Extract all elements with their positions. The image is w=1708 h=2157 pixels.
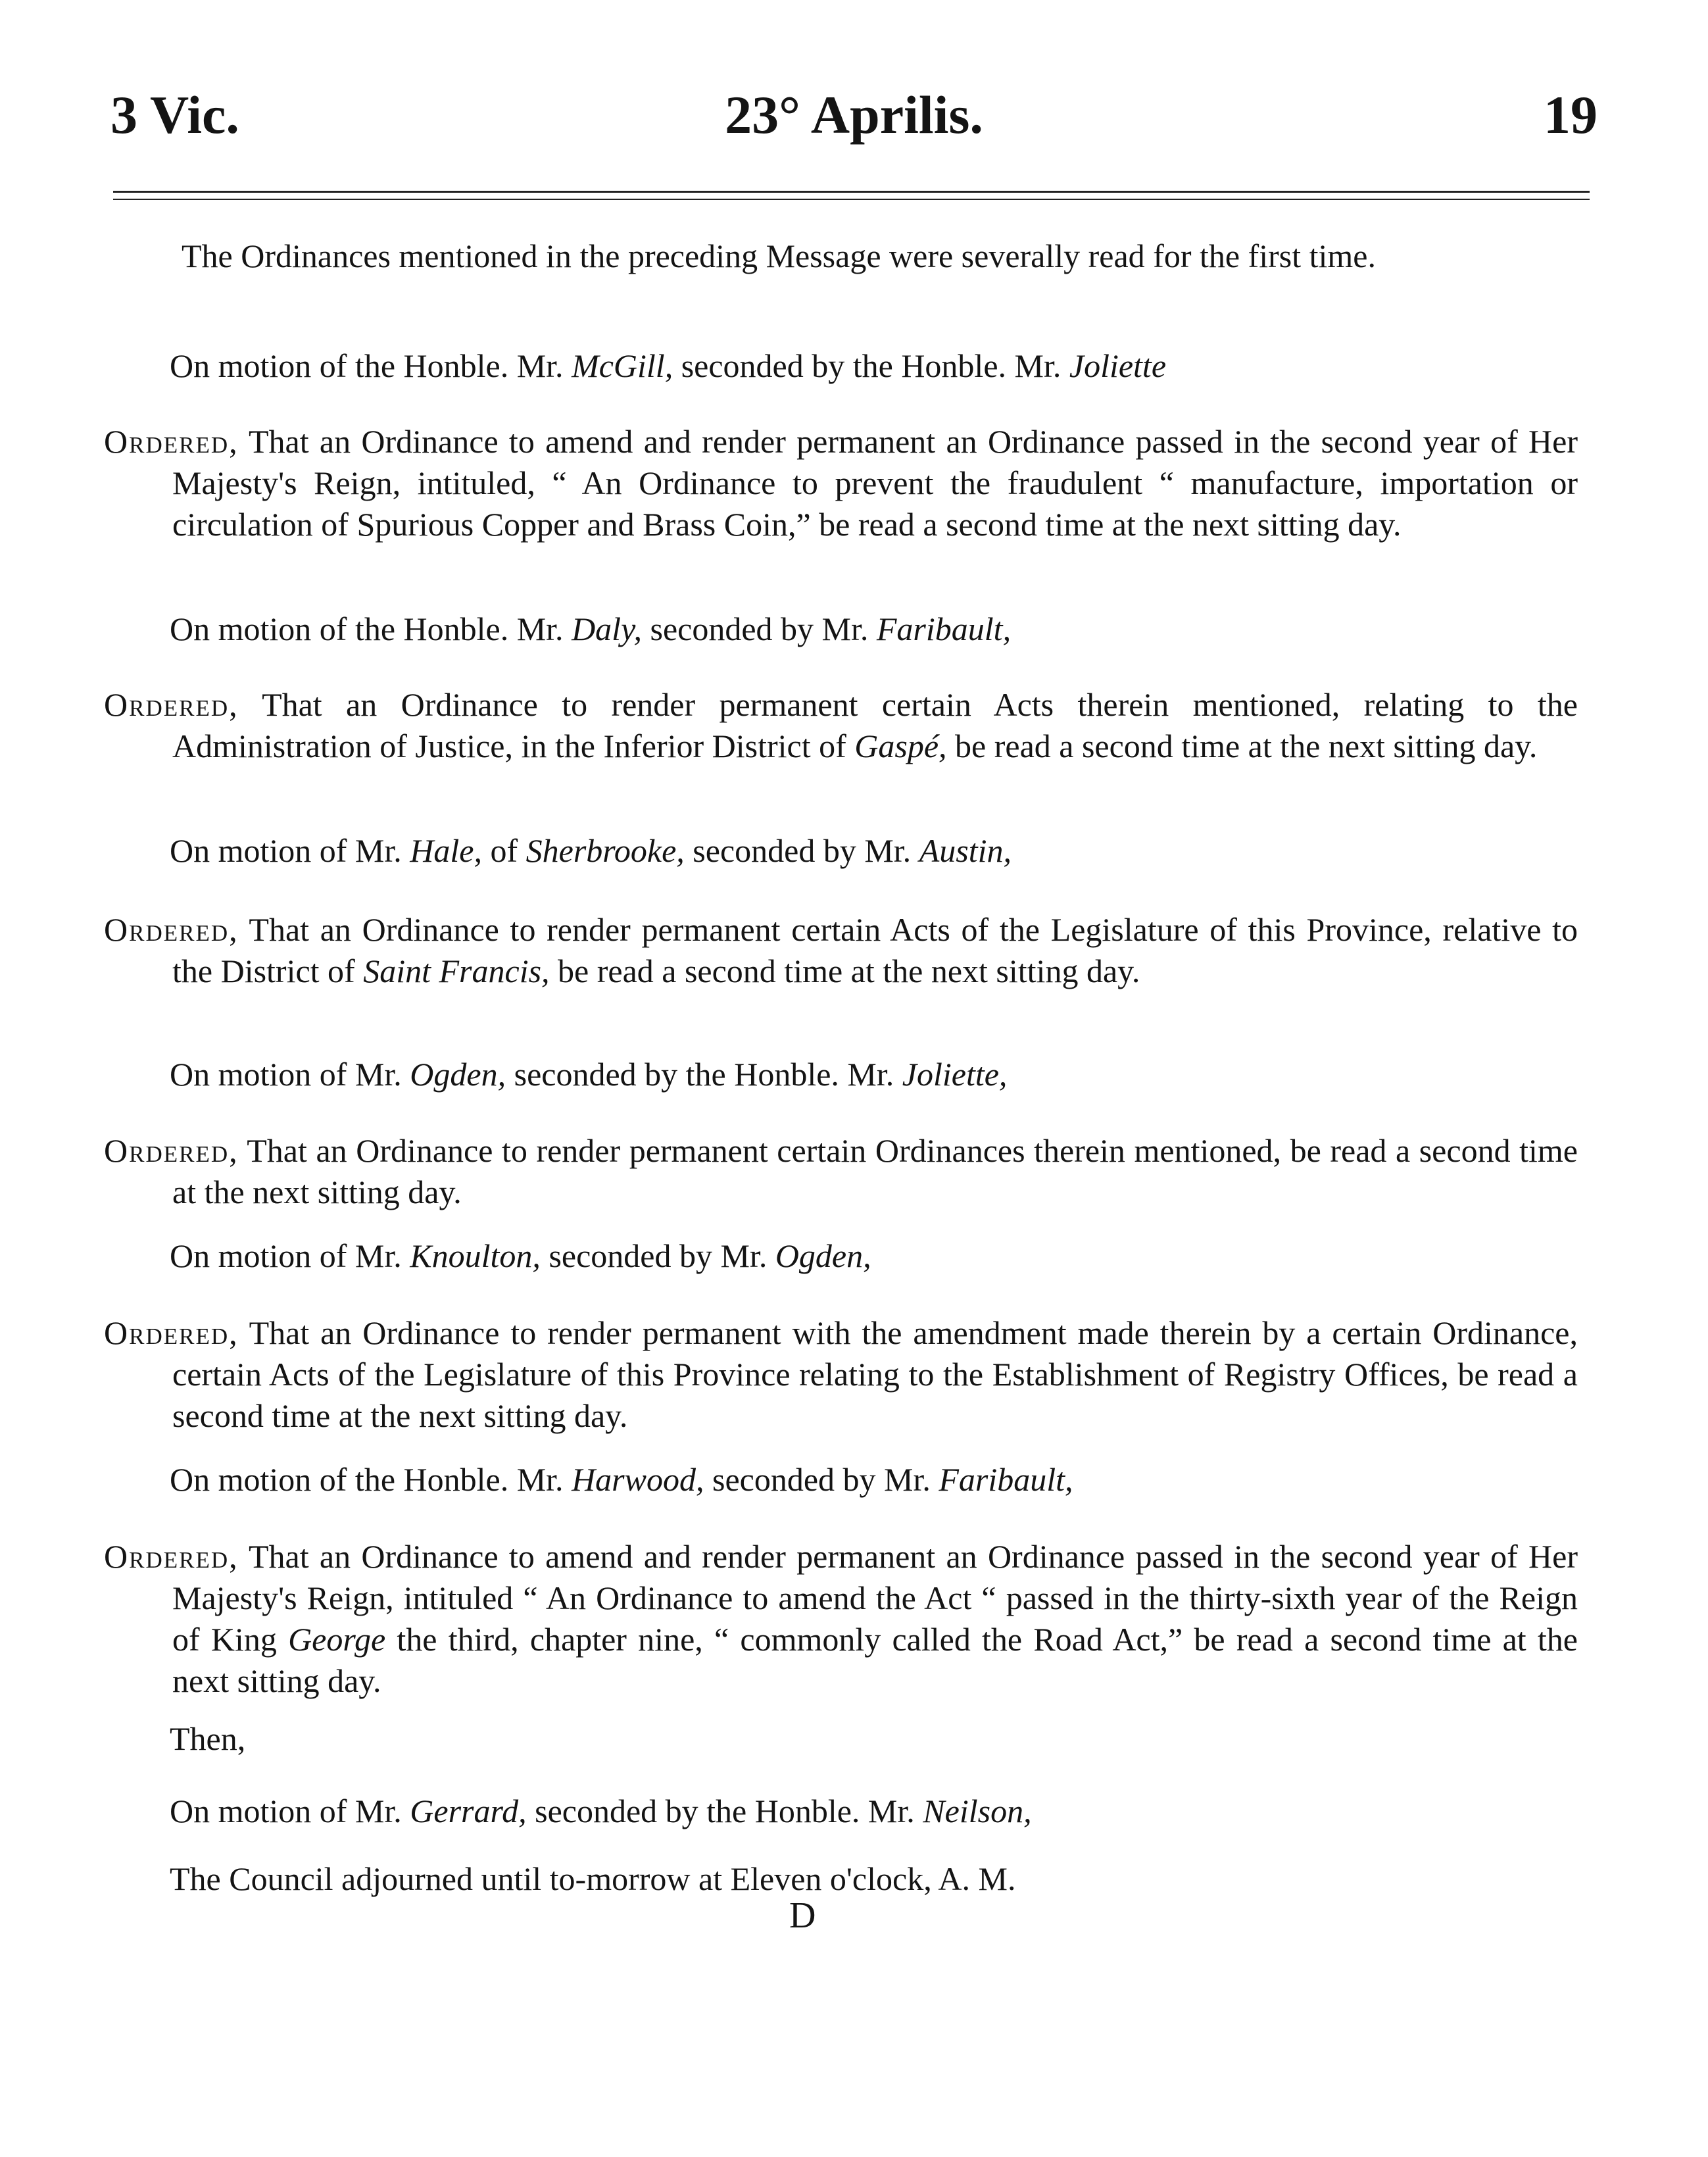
then-line: Then, — [170, 1720, 246, 1757]
mover-name: Ogden, — [410, 1056, 506, 1093]
mover-name: Hale, — [410, 832, 482, 869]
order-1 — [104, 421, 1578, 545]
ordered-label: Ordered, — [104, 1314, 239, 1351]
motion-text: seconded by the Honble. Mr. — [526, 1793, 923, 1829]
order-5 — [104, 1312, 1578, 1437]
order-text: That an Ordinance to render permanent certain Acts of the Legislature of this Province, relative to the District of — [172, 911, 1578, 989]
page-number: 19 — [1544, 85, 1598, 145]
district-name: Saint Francis, — [363, 953, 550, 989]
seconder-name: Austin, — [919, 832, 1012, 869]
intro-paragraph: The Ordinances mentioned in the preceding Message were severally read for the first time. — [182, 237, 1376, 274]
final-motion-line — [170, 1791, 1578, 1832]
seconder-name: Neilson, — [923, 1793, 1032, 1829]
seconder-name: Joliette, — [902, 1056, 1008, 1093]
motion-text: of — [482, 832, 526, 869]
header-rule-thin — [113, 199, 1590, 200]
seconder-name: Ogden, — [775, 1237, 871, 1274]
order-4 — [104, 1130, 1578, 1213]
motion-text: seconded by the Honble. Mr. — [506, 1056, 902, 1093]
motion-line-2 — [170, 608, 1578, 650]
ordered-label: Ordered, — [104, 911, 239, 948]
seconder-name: Faribault, — [876, 610, 1012, 647]
order-2 — [104, 684, 1578, 767]
regnal-year: 3 Vic. — [110, 85, 239, 145]
ordered-label: Ordered, — [104, 423, 239, 460]
motion-text: seconded by Mr. — [642, 610, 877, 647]
order-text: be read a second time at the next sitting day. — [549, 953, 1140, 989]
district-name: Gaspé, — [854, 728, 947, 764]
mover-name: Gerrard, — [410, 1793, 527, 1829]
king-name: George — [288, 1621, 386, 1658]
motion-line-1 — [170, 345, 1578, 387]
order-text: be read a second time at the next sitting day. — [946, 728, 1538, 764]
page-date: 23° Aprilis. — [725, 85, 983, 145]
motion-text: On motion of Mr. — [170, 1056, 410, 1093]
mover-name: Knoulton, — [410, 1237, 541, 1274]
order-text: the third, chapter nine, “ commonly called the Road Act,” be read a second time at the next sitting day. — [172, 1621, 1578, 1699]
running-head — [110, 84, 1598, 157]
motion-text: seconded by Mr. — [684, 832, 919, 869]
order-text: That an Ordinance to amend and render permanent an Ordinance passed in the second year of Her Majesty's Reign, intituled “ An Ordinance to amend the Act “ passed in the thirty-sixth year of the Reign of King — [172, 1538, 1578, 1658]
motion-text: On motion of Mr. — [170, 832, 410, 869]
motion-line-4 — [170, 1054, 1578, 1095]
signature-mark: D — [789, 1895, 816, 1936]
seconder-name: Joliette — [1069, 347, 1167, 384]
order-text: That an Ordinance to amend and render permanent an Ordinance passed in the second year of Her Majesty's Reign, intituled, “ An Ordinance to prevent the fraudulent “ manufacture, importation or circulation of Spurious Copper and Brass Coin,” be read a second time at the next sitting day. — [172, 423, 1578, 543]
motion-line-3 — [170, 830, 1578, 872]
order-6 — [104, 1536, 1578, 1702]
motion-line-5 — [170, 1235, 1578, 1277]
motion-text: seconded by Mr. — [704, 1461, 939, 1498]
motion-text: seconded by Mr. — [540, 1237, 775, 1274]
mover-name: McGill, — [572, 347, 673, 384]
ordered-label: Ordered, — [104, 686, 239, 723]
adjournment-line: The Council adjourned until to-morrow at Eleven o'clock, A. M. — [170, 1860, 1016, 1897]
motion-text: On motion of Mr. — [170, 1793, 410, 1829]
motion-line-6 — [170, 1459, 1578, 1500]
order-text: That an Ordinance to render permanent with the amendment made therein by a certain Ordinance, certain Acts of the Legislature of this Province relating to the Establishment of Registry Offices, be read a second time at the next sitting day. — [172, 1314, 1578, 1434]
motion-text: On motion of the Honble. Mr. — [170, 610, 572, 647]
motion-text: seconded by the Honble. Mr. — [673, 347, 1069, 384]
mover-name: Daly, — [572, 610, 642, 647]
motion-text: On motion of the Honble. Mr. — [170, 1461, 572, 1498]
order-text: That an Ordinance to render permanent certain Acts therein mentioned, relating to the Administration of Justice, in the Inferior District of — [172, 686, 1578, 764]
header-rule — [113, 191, 1590, 193]
order-text: That an Ordinance to render permanent certain Ordinances therein mentioned, be read a second time at the next sitting day. — [172, 1132, 1578, 1210]
order-3 — [104, 909, 1578, 992]
mover-name: Harwood, — [572, 1461, 704, 1498]
seconder-name: Faribault, — [939, 1461, 1073, 1498]
motion-text: On motion of the Honble. Mr. — [170, 347, 572, 384]
ordered-label: Ordered, — [104, 1132, 239, 1169]
mover-place: Sherbrooke, — [525, 832, 685, 869]
motion-text: On motion of Mr. — [170, 1237, 410, 1274]
ordered-label: Ordered, — [104, 1538, 239, 1575]
